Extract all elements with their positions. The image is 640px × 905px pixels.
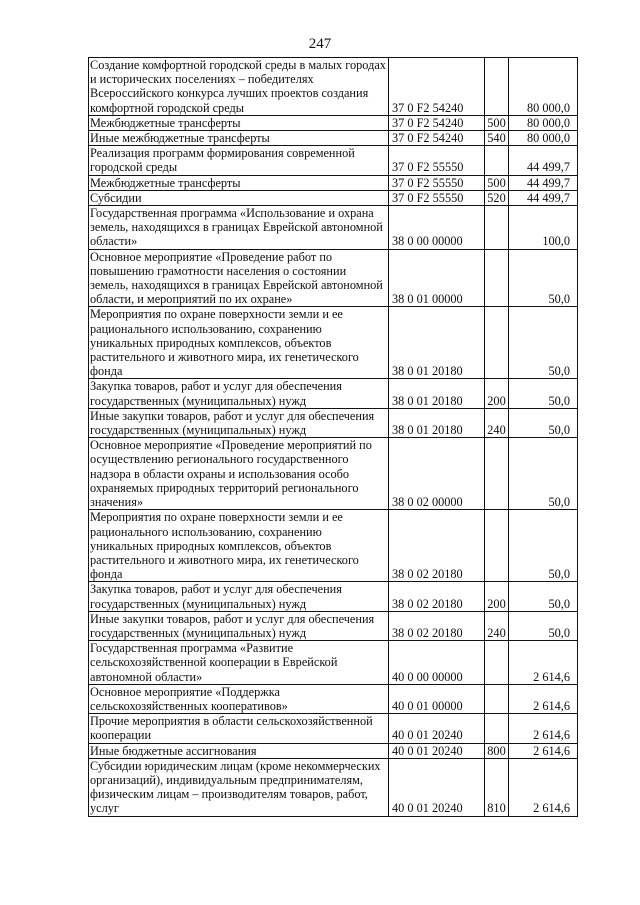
row-expense-type xyxy=(485,146,509,175)
row-expense-type: 200 xyxy=(485,379,509,408)
row-amount: 80 000,0 xyxy=(509,58,578,116)
row-amount: 44 499,7 xyxy=(509,175,578,190)
table-row xyxy=(89,582,578,611)
row-name: Закупка товаров, работ и услуг для обеспечения государственных (муниципальных) нужд xyxy=(89,379,389,408)
table-row xyxy=(89,58,578,116)
table-row xyxy=(89,206,578,250)
table-row xyxy=(89,714,578,743)
table-row xyxy=(89,249,578,307)
row-expense-type xyxy=(485,58,509,116)
row-code: 38 0 02 00000 xyxy=(389,438,485,510)
row-code: 38 0 01 20180 xyxy=(389,379,485,408)
row-amount: 50,0 xyxy=(509,408,578,437)
row-code: 40 0 01 20240 xyxy=(389,714,485,743)
row-expense-type: 240 xyxy=(485,408,509,437)
row-code: 38 0 01 20180 xyxy=(389,408,485,437)
table-row xyxy=(89,684,578,713)
row-expense-type: 520 xyxy=(485,190,509,205)
row-name: Основное мероприятие «Поддержка сельскохозяйственных кооперативов» xyxy=(89,684,389,713)
table-row xyxy=(89,175,578,190)
row-expense-type xyxy=(485,438,509,510)
row-code: 37 0 F2 54240 xyxy=(389,115,485,130)
row-expense-type xyxy=(485,307,509,379)
row-name: Прочие мероприятия в области сельскохозяйственной кооперации xyxy=(89,714,389,743)
row-amount: 2 614,6 xyxy=(509,641,578,685)
row-expense-type xyxy=(485,249,509,307)
row-amount: 50,0 xyxy=(509,249,578,307)
row-code: 37 0 F2 55550 xyxy=(389,175,485,190)
table-row xyxy=(89,641,578,685)
row-amount: 44 499,7 xyxy=(509,146,578,175)
row-amount: 2 614,6 xyxy=(509,684,578,713)
row-code: 40 0 01 20240 xyxy=(389,758,485,816)
row-code: 40 0 01 20240 xyxy=(389,743,485,758)
table-row xyxy=(89,307,578,379)
table-row xyxy=(89,408,578,437)
row-name: Мероприятия по охране поверхности земли и ее рационального использованию, сохранению уникальных природных комплексов, объектов растительного и животного мира, их генетического фонда xyxy=(89,307,389,379)
row-name: Государственная программа «Развитие сельскохозяйственной кооперации в Еврейской автономной области» xyxy=(89,641,389,685)
row-expense-type: 540 xyxy=(485,131,509,146)
row-name: Межбюджетные трансферты xyxy=(89,175,389,190)
row-amount: 80 000,0 xyxy=(509,115,578,130)
table-row xyxy=(89,146,578,175)
table-row xyxy=(89,743,578,758)
row-amount: 2 614,6 xyxy=(509,758,578,816)
table-row xyxy=(89,131,578,146)
row-amount: 50,0 xyxy=(509,582,578,611)
row-code: 38 0 01 20180 xyxy=(389,307,485,379)
table-row xyxy=(89,510,578,582)
row-expense-type: 810 xyxy=(485,758,509,816)
row-code: 38 0 02 20180 xyxy=(389,510,485,582)
row-code: 38 0 01 00000 xyxy=(389,249,485,307)
row-expense-type: 500 xyxy=(485,115,509,130)
row-code: 40 0 00 00000 xyxy=(389,641,485,685)
row-code: 40 0 01 00000 xyxy=(389,684,485,713)
table-row xyxy=(89,379,578,408)
table-row xyxy=(89,611,578,640)
row-expense-type xyxy=(485,714,509,743)
row-amount: 50,0 xyxy=(509,307,578,379)
row-code: 37 0 F2 55550 xyxy=(389,146,485,175)
row-amount: 80 000,0 xyxy=(509,131,578,146)
row-amount: 50,0 xyxy=(509,510,578,582)
row-name: Субсидии юридическим лицам (кроме некоммерческих организаций), индивидуальным предпринимателям, физическим лицам – производителям товаров, работ, услуг xyxy=(89,758,389,816)
row-name: Реализация программ формирования современной городской среды xyxy=(89,146,389,175)
row-name: Государственная программа «Использование и охрана земель, находящихся в границах Еврейской автономной области» xyxy=(89,206,389,250)
row-amount: 50,0 xyxy=(509,438,578,510)
row-name: Иные закупки товаров, работ и услуг для обеспечения государственных (муниципальных) нужд xyxy=(89,611,389,640)
table-row xyxy=(89,758,578,816)
row-name: Иные закупки товаров, работ и услуг для обеспечения государственных (муниципальных) нужд xyxy=(89,408,389,437)
row-code: 38 0 00 00000 xyxy=(389,206,485,250)
page-number: 247 xyxy=(308,36,332,52)
row-expense-type xyxy=(485,206,509,250)
row-expense-type: 800 xyxy=(485,743,509,758)
row-name: Иные межбюджетные трансферты xyxy=(89,131,389,146)
row-code: 37 0 F2 54240 xyxy=(389,131,485,146)
row-amount: 100,0 xyxy=(509,206,578,250)
row-expense-type: 200 xyxy=(485,582,509,611)
row-code: 37 0 F2 54240 xyxy=(389,58,485,116)
row-expense-type xyxy=(485,510,509,582)
row-name: Основное мероприятие «Проведение работ по повышению грамотности населения о состоянии земель, находящихся в границах Еврейской автономной области, и мероприятий по их охране» xyxy=(89,249,389,307)
table-row xyxy=(89,115,578,130)
table-row xyxy=(89,190,578,205)
row-expense-type xyxy=(485,684,509,713)
row-expense-type: 500 xyxy=(485,175,509,190)
budget-table xyxy=(88,57,578,817)
row-amount: 50,0 xyxy=(509,379,578,408)
row-name: Основное мероприятие «Проведение мероприятий по осуществлению регионального государственного надзора в области охраны и использования особо охраняемых природных территорий регионального значения» xyxy=(89,438,389,510)
row-name: Межбюджетные трансферты xyxy=(89,115,389,130)
row-amount: 2 614,6 xyxy=(509,743,578,758)
row-name: Иные бюджетные ассигнования xyxy=(89,743,389,758)
row-amount: 44 499,7 xyxy=(509,190,578,205)
row-name: Создание комфортной городской среды в малых городах и исторических поселениях – победителях Всероссийского конкурса лучших проектов создания комфортной городской среды xyxy=(89,58,389,116)
row-amount: 50,0 xyxy=(509,611,578,640)
row-name: Закупка товаров, работ и услуг для обеспечения государственных (муниципальных) нужд xyxy=(89,582,389,611)
row-amount: 2 614,6 xyxy=(509,714,578,743)
row-code: 38 0 02 20180 xyxy=(389,611,485,640)
row-name: Мероприятия по охране поверхности земли и ее рационального использованию, сохранению уникальных природных комплексов, объектов растительного и животного мира, их генетического фонда xyxy=(89,510,389,582)
row-expense-type xyxy=(485,641,509,685)
row-code: 37 0 F2 55550 xyxy=(389,190,485,205)
row-code: 38 0 02 20180 xyxy=(389,582,485,611)
row-name: Субсидии xyxy=(89,190,389,205)
table-row xyxy=(89,438,578,510)
row-expense-type: 240 xyxy=(485,611,509,640)
